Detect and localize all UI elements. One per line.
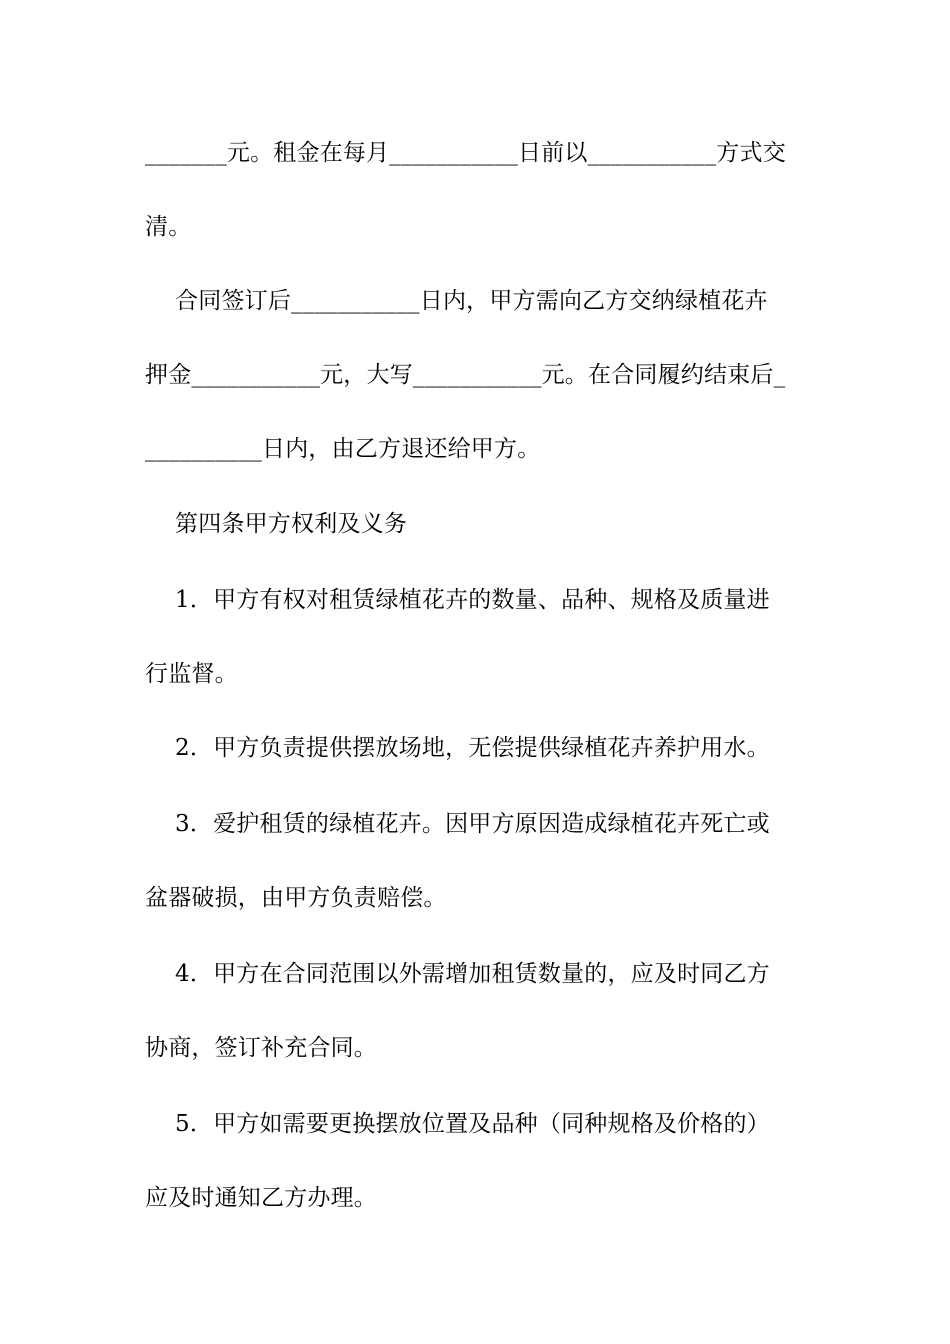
clause-3-cont: 盆器破损，由甲方负责赔偿。 bbox=[145, 885, 447, 911]
article-heading: 第四条甲方权利及义务 bbox=[145, 511, 408, 537]
text-line-rent-payment-cont: 清。 bbox=[145, 214, 192, 240]
clause-1: 1．甲方有权对租赁绿植花卉的数量、品种、规格及质量进 bbox=[145, 587, 770, 613]
clause-4: 4．甲方在合同范围以外需增加租赁数量的，应及时同乙方 bbox=[145, 961, 770, 987]
text-line-deposit: 合同签订后___________日内，甲方需向乙方交纳绿植花卉 bbox=[145, 288, 768, 314]
clause-5: 5．甲方如需要更换摆放位置及品种（同种规格及价格的） bbox=[145, 1111, 770, 1137]
clause-5-cont: 应及时通知乙方办理。 bbox=[145, 1185, 377, 1211]
clause-4-cont: 协商，签订补充合同。 bbox=[145, 1035, 377, 1061]
text-line-deposit-amount: 押金___________元，大写___________元。在合同履约结束后_ bbox=[145, 362, 786, 388]
text-line-rent-payment: _______元。租金在每月___________日前以___________方式交 bbox=[145, 140, 786, 166]
clause-2: 2．甲方负责提供摆放场地，无偿提供绿植花卉养护用水。 bbox=[145, 735, 770, 761]
clause-1-cont: 行监督。 bbox=[145, 661, 238, 687]
clause-3: 3．爱护租赁的绿植花卉。因甲方原因造成绿植花卉死亡或 bbox=[145, 811, 770, 837]
text-line-deposit-return: __________日内，由乙方退还给甲方。 bbox=[145, 436, 541, 462]
